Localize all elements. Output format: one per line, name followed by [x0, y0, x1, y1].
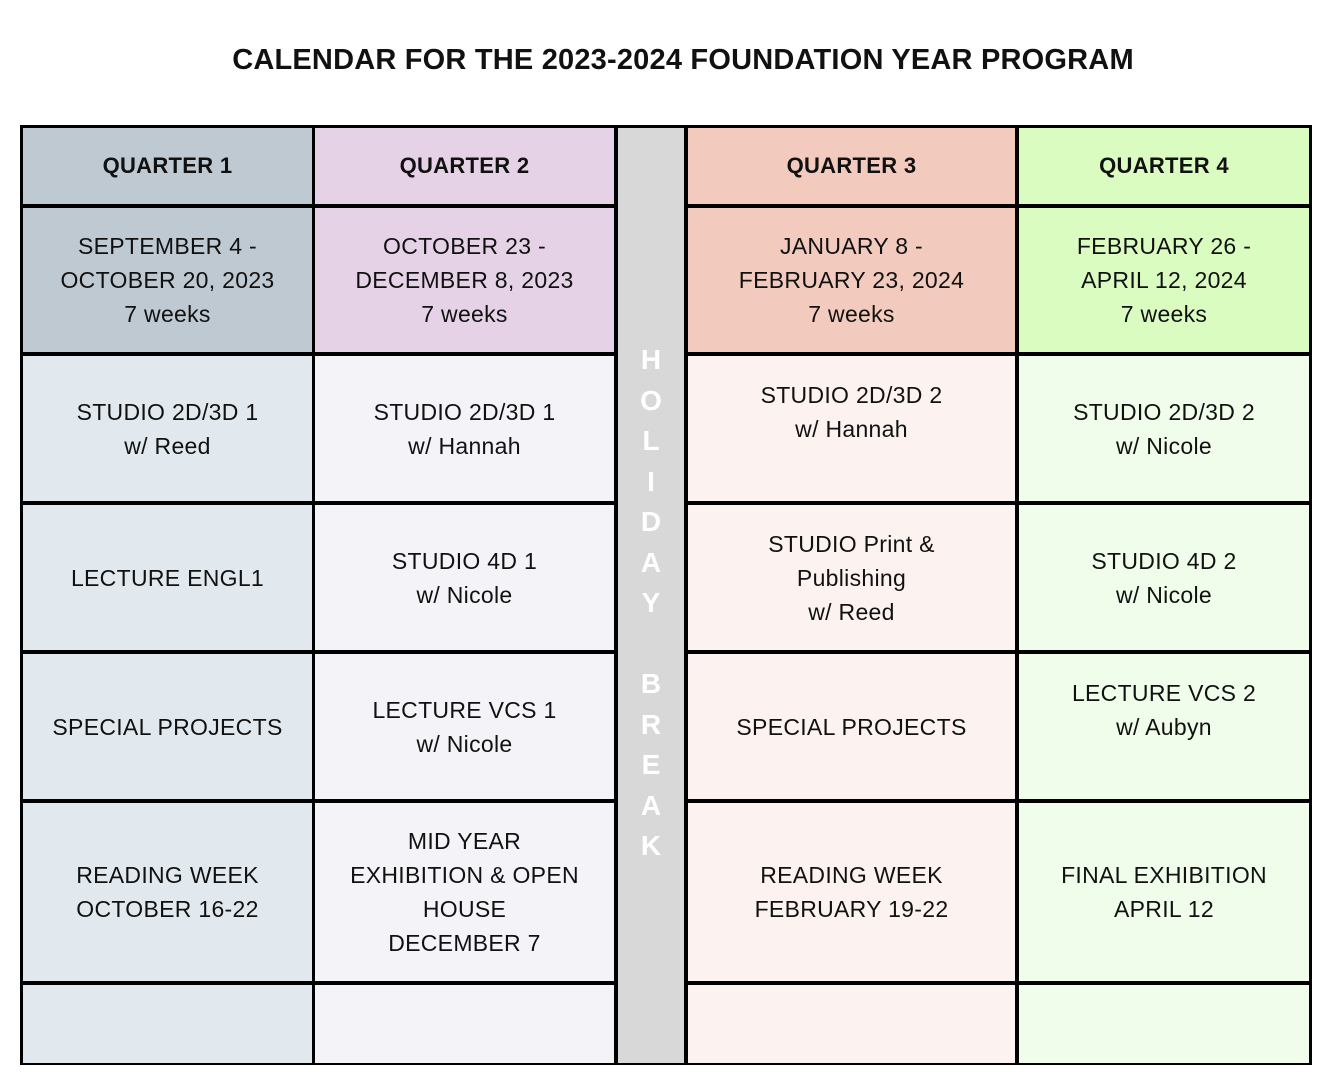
holiday-letter: K	[640, 830, 662, 861]
quarter-4-course-3: LECTURE VCS 2 w/ Aubyn	[1019, 654, 1309, 799]
quarter-2-course-1: STUDIO 2D/3D 1 w/ Hannah	[315, 356, 614, 501]
calendar-table	[20, 125, 1312, 1065]
quarter-4-empty-row	[1019, 985, 1309, 1063]
quarter-1-course-3: SPECIAL PROJECTS	[23, 654, 312, 799]
quarter-2-event: MID YEAR EXHIBITION & OPEN HOUSE DECEMBER 7	[315, 803, 614, 981]
holiday-letter: A	[640, 789, 662, 821]
quarter-4-course-2: STUDIO 4D 2 w/ Nicole	[1019, 505, 1309, 650]
quarter-2-empty-row	[315, 985, 614, 1063]
quarter-4-course-1: STUDIO 2D/3D 2 w/ Nicole	[1019, 356, 1309, 501]
quarter-3-header: QUARTER 3	[688, 128, 1015, 204]
quarter-4-header: QUARTER 4	[1019, 128, 1309, 204]
holiday-letter: O	[640, 384, 662, 416]
holiday-letter: H	[640, 344, 662, 375]
quarter-1-event: READING WEEK OCTOBER 16-22	[23, 803, 312, 981]
quarter-3-event: READING WEEK FEBRUARY 19-22	[688, 803, 1015, 981]
holiday-letter: D	[640, 506, 662, 537]
quarter-4-event: FINAL EXHIBITION APRIL 12	[1019, 803, 1309, 981]
quarter-2-dates: OCTOBER 23 - DECEMBER 8, 2023 7 weeks	[315, 208, 614, 352]
quarter-2-course-2: STUDIO 4D 1 w/ Nicole	[315, 505, 614, 650]
holiday-letter: B	[640, 668, 662, 699]
quarter-3-course-1: STUDIO 2D/3D 2 w/ Hannah	[688, 356, 1015, 501]
holiday-letter: Y	[641, 587, 661, 618]
holiday-letter: A	[640, 546, 662, 578]
quarter-1-dates: SEPTEMBER 4 - OCTOBER 20, 2023 7 weeks	[23, 208, 312, 352]
holiday-break-column	[618, 128, 684, 1063]
quarter-2-course-3: LECTURE VCS 1 w/ Nicole	[315, 654, 614, 799]
quarter-3-dates: JANUARY 8 - FEBRUARY 23, 2024 7 weeks	[688, 208, 1015, 352]
holiday-letter: I	[647, 465, 655, 497]
quarter-3-course-3: SPECIAL PROJECTS	[688, 654, 1015, 799]
quarter-3-empty-row	[688, 985, 1015, 1063]
holiday-letter: E	[641, 749, 661, 780]
quarter-3-course-2: STUDIO Print & Publishing w/ Reed	[688, 505, 1015, 650]
quarter-1-header: QUARTER 1	[23, 128, 312, 204]
page-title: CALENDAR FOR THE 2023-2024 FOUNDATION YEAR PROGRAM	[232, 44, 1134, 76]
quarter-1-empty-row	[23, 985, 312, 1063]
quarter-1-course-1: STUDIO 2D/3D 1 w/ Reed	[23, 356, 312, 501]
quarter-1-course-2: LECTURE ENGL1	[23, 505, 312, 650]
holiday-letter: L	[642, 425, 660, 456]
holiday-letter: R	[640, 708, 662, 740]
quarter-2-header: QUARTER 2	[315, 128, 614, 204]
quarter-4-dates: FEBRUARY 26 - APRIL 12, 2024 7 weeks	[1019, 208, 1309, 352]
